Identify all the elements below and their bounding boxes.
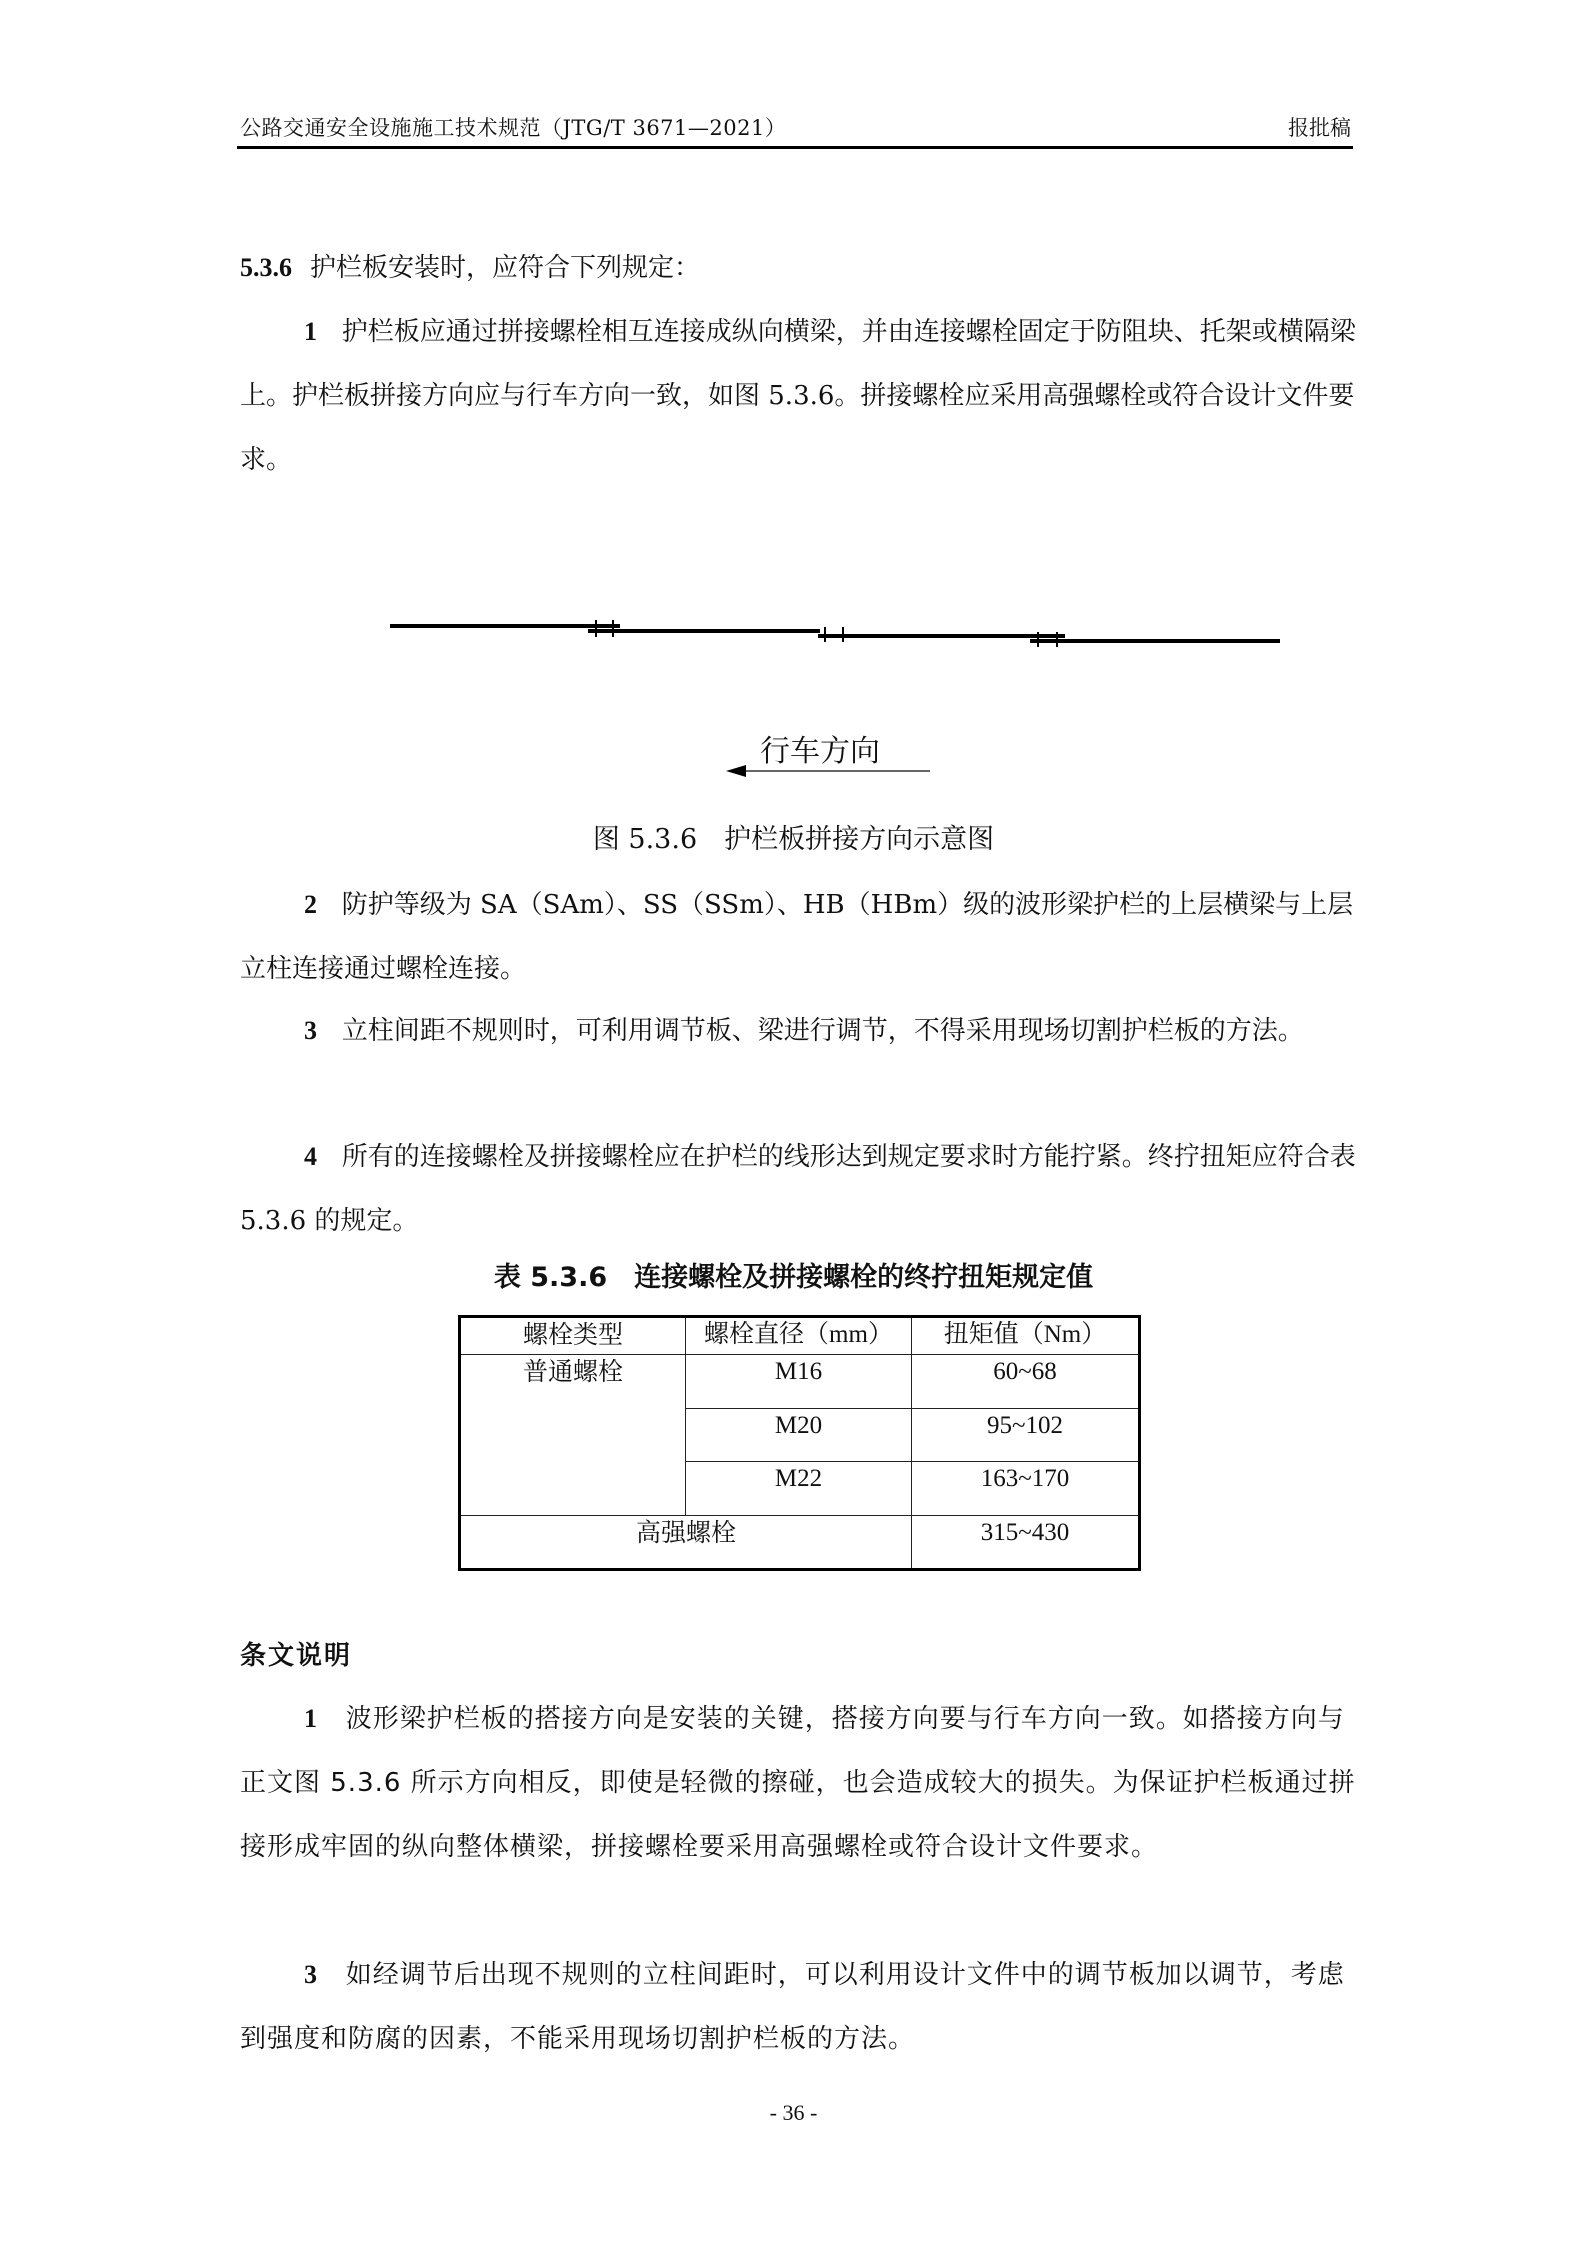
- travel-direction-label: 行车方向: [760, 734, 880, 769]
- torque-table: [458, 1315, 1141, 1571]
- column-header: 螺栓类型: [460, 1317, 686, 1355]
- item-number: 2: [304, 890, 317, 919]
- table-row: [460, 1355, 1140, 1408]
- item-text: 防护等级为 SA（SAm）、SS（SSm）、HB（HBm）级的波形梁护栏的上层横梁与上层立柱连接通过螺栓连接。: [240, 890, 1354, 984]
- clause-item-4: [240, 1125, 1356, 1253]
- clause-item-3: [240, 999, 1356, 1063]
- item-text: 如经调节后出现不规则的立柱间距时，可以利用设计文件中的调节板加以调节，考虑到强度和防腐的因素，不能采用现场切割护栏板的方法。: [240, 1960, 1345, 2054]
- table-header-row: [460, 1317, 1140, 1355]
- running-header-status: 报批稿: [1288, 116, 1351, 140]
- item-number: 3: [304, 1016, 317, 1045]
- diameter-cell: M22: [686, 1462, 912, 1515]
- splice-direction-figure: [0, 0, 1587, 800]
- table-row: [460, 1515, 1140, 1569]
- bolt-type-cell: 普通螺栓: [460, 1355, 686, 1515]
- clause-title: 护栏板安装时，应符合下列规定：: [310, 253, 701, 283]
- bolt-type-cell: 高强螺栓: [460, 1515, 912, 1569]
- item-number: 3: [304, 1960, 318, 1989]
- clause-number: 5.3.6: [240, 253, 292, 282]
- item-number: 1: [304, 317, 317, 346]
- item-text: 立柱间距不规则时，可利用调节板、梁进行调节，不得采用现场切割护栏板的方法。: [341, 1016, 1304, 1046]
- explanation-item-1: [240, 1687, 1356, 1879]
- explanation-heading: 条文说明: [240, 1641, 353, 1671]
- explanation-item-3: [240, 1943, 1356, 2071]
- torque-cell: 315~430: [912, 1515, 1140, 1569]
- torque-cell: 60~68: [912, 1355, 1140, 1408]
- column-header: 螺栓直径（mm）: [686, 1317, 912, 1355]
- clause-item-2: [240, 873, 1356, 1001]
- item-number: 4: [304, 1142, 317, 1171]
- item-number: 1: [304, 1704, 318, 1733]
- item-text: 所有的连接螺栓及拼接螺栓应在护栏的线形达到规定要求时方能拧紧。终拧扭矩应符合表 5.3.6 的规定。: [240, 1142, 1356, 1236]
- diameter-cell: M20: [686, 1408, 912, 1461]
- torque-cell: 95~102: [912, 1408, 1140, 1461]
- torque-cell: 163~170: [912, 1462, 1140, 1515]
- item-text: 护栏板应通过拼接螺栓相互连接成纵向横梁，并由连接螺栓固定于防阻块、托架或横隔梁上。护栏板拼接方向应与行车方向一致，如图 5.3.6。拼接螺栓应采用高强螺栓或符合设计文件要求。: [240, 317, 1356, 475]
- diameter-cell: M16: [686, 1355, 912, 1408]
- figure-caption: 图 5.3.6 护栏板拼接方向示意图: [592, 824, 995, 855]
- page-number: - 36 -: [769, 2100, 818, 2125]
- column-header: 扭矩值（Nm）: [912, 1317, 1140, 1355]
- running-header-title: 公路交通安全设施施工技术规范（JTG/T 3671—2021）: [240, 116, 787, 140]
- table-title: 表 5.3.6 连接螺栓及拼接螺栓的终拧扭矩规定值: [493, 1262, 1094, 1293]
- item-text: 波形梁护栏板的搭接方向是安装的关键，搭接方向要与行车方向一致。如搭接方向与正文图 5.3.6 所示方向相反，即使是轻微的擦碰，也会造成较大的损失。为保证护栏板通过拼接形成牢固的纵向整体横梁，拼接螺栓要采用高强螺栓或符合设计文件要求。: [240, 1704, 1356, 1862]
